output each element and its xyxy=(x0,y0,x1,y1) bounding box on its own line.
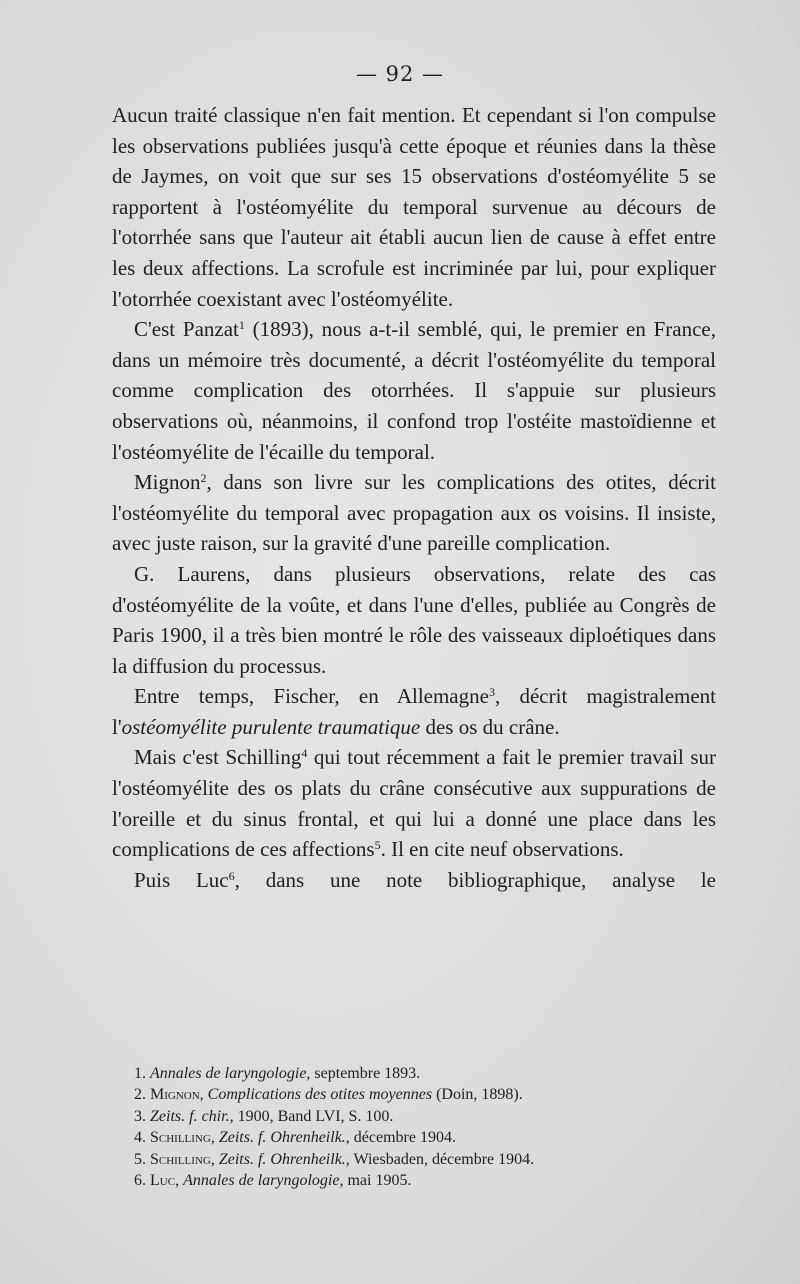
paragraph xyxy=(112,467,716,559)
text-run: des os du crâne. xyxy=(420,714,560,739)
text-run: , xyxy=(175,1172,184,1190)
text-run: , xyxy=(210,1129,219,1147)
text-run: 1900, Band LVI, S. 100. xyxy=(233,1107,394,1125)
footnote xyxy=(134,1063,694,1084)
page-number: — 92 — xyxy=(355,62,445,86)
paragraph xyxy=(112,742,716,864)
italic-text: Annales de laryngologie, xyxy=(183,1172,344,1190)
footnotes xyxy=(134,1063,694,1191)
author-name: Luc xyxy=(150,1172,176,1190)
italic-text: Zeits. f. chir., xyxy=(150,1107,234,1125)
text-run: 4. xyxy=(134,1129,150,1147)
paragraph xyxy=(112,681,716,742)
footnote xyxy=(134,1149,694,1170)
text-run: 6. xyxy=(134,1172,150,1190)
author-name: Schilling xyxy=(150,1150,211,1168)
footnote-reference: 6 xyxy=(228,868,235,883)
italic-text: Zeits. f. Ohrenheilk., xyxy=(218,1150,350,1168)
text-run: qui tout récemment a fait le premier travail sur l'ostéomyélite des os plats du crâne consécutive aux suppurations de l'oreille et du sinus frontal, et qui lui a donné une place dans les complications de ces affections xyxy=(112,745,716,862)
footnote xyxy=(134,1106,694,1127)
text-run: , dans son livre sur les complications des otites, décrit l'ostéomyélite du temporal avec propagation aux os voisins. Il insiste, avec juste raison, sur la gravité d'une pareille complication. xyxy=(112,470,716,556)
text-run: Wiesbaden, décembre 1904. xyxy=(349,1150,535,1168)
text-run: Mais c'est Schilling xyxy=(134,745,302,770)
paragraph xyxy=(112,559,716,681)
text-run: , xyxy=(199,1086,208,1104)
text-run: 5. xyxy=(134,1150,150,1168)
text-run: . Il en cite neuf observations. xyxy=(380,837,624,862)
italic-text: ostéomyélite purulente traumatique xyxy=(121,714,421,739)
paragraph xyxy=(112,314,716,467)
footnote-reference: 5 xyxy=(374,838,381,853)
footnote-reference: 1 xyxy=(238,318,245,333)
footnote-reference: 4 xyxy=(301,746,308,761)
paragraph xyxy=(112,100,716,314)
footnote xyxy=(134,1084,694,1105)
footnote xyxy=(134,1170,694,1191)
text-run: Aucun traité classique n'en fait mention. Et cependant si l'on compulse les observations publiées jusqu'à cette époque et réunies dans la thèse de Jaymes, on voit que sur ses 15 observations d'ostéomyélite 5 se rapportent à l'ostéomyélite du temporal survenue au décours de l'otorrhée sans que l'auteur ait établi aucun lien de cause à effet entre les deux affections. La scrofule est incriminée par lui, pour expliquer l'otorrhée coexistant avec l'ostéomyélite. xyxy=(112,103,716,311)
text-run: 1. xyxy=(134,1065,150,1082)
text-run: , dans une note bibliographique, analyse le xyxy=(234,867,716,892)
text-run: décembre 1904. xyxy=(349,1129,456,1147)
text-run: 3. xyxy=(134,1107,150,1125)
text-run: C'est Panzat xyxy=(134,317,239,342)
italic-text: Annales de laryngologie, xyxy=(150,1065,311,1082)
text-run: , décrit magistralement l' xyxy=(112,684,716,739)
text-run: (Doin, 1898). xyxy=(432,1086,523,1104)
paragraph xyxy=(112,865,716,896)
text-run: mai 1905. xyxy=(343,1172,412,1190)
italic-text: Zeits. f. Ohrenheilk., xyxy=(218,1129,350,1147)
text-run: G. Laurens, dans plusieurs observations, relate des cas d'ostéomyélite de la voûte, et dans l'une d'elles, publiée au Congrès de Paris 1900, il a très bien montré le rôle des vaisseaux diploétiques dans la diffusion du processus. xyxy=(112,561,716,678)
text-run: 2. xyxy=(134,1086,150,1104)
footnote-reference: 2 xyxy=(200,471,207,486)
footnote xyxy=(134,1127,694,1148)
text-run: (1893), nous a-t-il semblé, qui, le premier en France, dans un mémoire très documenté, a décrit l'ostéomyélite du temporal comme complication des otorrhées. Il s'appuie sur plusieurs observations où, néanmoins, il confond trop l'ostéite mastoïdienne et l'ostéomyélite de l'écaille du temporal. xyxy=(112,317,716,464)
text-run: septembre 1893. xyxy=(310,1065,421,1082)
text-run: , xyxy=(210,1150,219,1168)
text-run: Entre temps, Fischer, en Allemagne xyxy=(134,684,489,709)
italic-text: Complications des otites moyennes xyxy=(207,1086,433,1104)
text-run: Mignon xyxy=(134,470,201,495)
author-name: Schilling xyxy=(150,1129,211,1147)
footnote-reference: 3 xyxy=(488,685,495,700)
text-run: Puis Luc xyxy=(134,867,229,892)
body-text xyxy=(112,100,716,895)
author-name: Mignon xyxy=(150,1086,200,1104)
